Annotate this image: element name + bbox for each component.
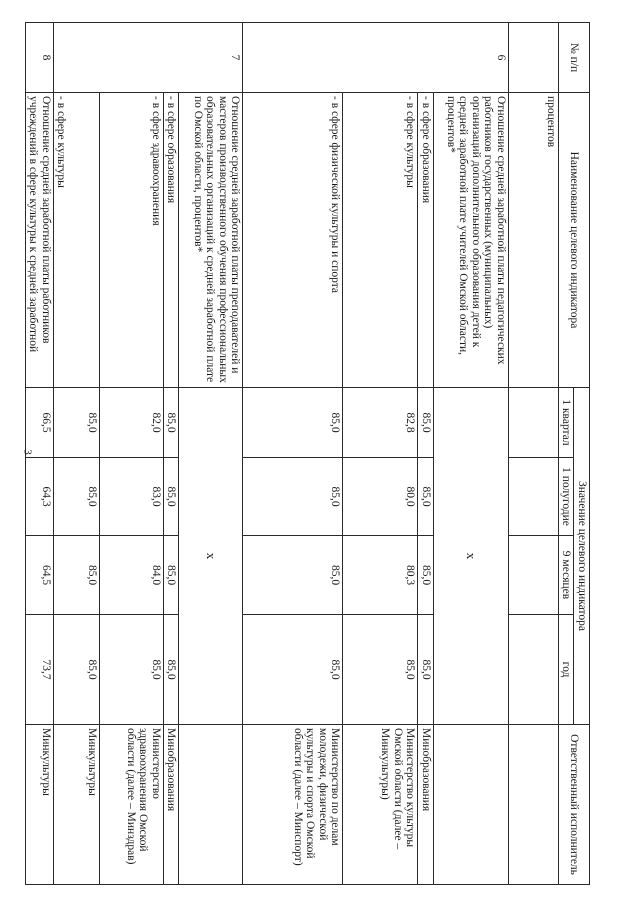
cell-h1: 80,0 [343,458,418,536]
cell-h1: 85,0 [164,458,180,536]
table-row [509,23,559,885]
table-row [26,23,54,885]
page-number: 3 [21,449,34,455]
col-header-responsible: Ответственный исполнитель [559,725,590,885]
cell-q1: 85,0 [54,388,100,458]
cell-no: 8 [26,23,54,93]
cell-no [509,23,559,93]
cell-q1: 82,0 [100,388,164,458]
table-row [179,23,243,885]
cell-name: процентов [509,93,559,388]
cell-9m: 80,3 [343,536,418,615]
cell-name: - в сфере образования [418,93,434,388]
col-header-h1: 1 полугодие [559,458,575,536]
cell-q1: 66,5 [26,388,54,458]
col-header-9m: 9 месяцев [559,536,575,615]
cell-responsible: Министерство здравоохранения Омской области (далее – Минздрав) [100,725,164,885]
cell-name: - в сфере физической культуры и спорта [243,93,343,388]
cell-9m: 85,0 [54,536,100,615]
cell-h1: 85,0 [243,458,343,536]
cell-name: - в сфере образования [164,93,180,388]
indicator-table [25,22,590,885]
cell-no: 7 [54,23,244,93]
cell-year: 73,7 [26,615,54,725]
table-row [418,23,434,885]
col-header-no: № п/п [559,23,590,93]
header-row [574,23,590,885]
cell-name: - в сфере культуры [54,93,100,388]
rotated-table-container [27,22,590,884]
col-header-value: Значение целевого индикатора [574,388,590,725]
cell-h1: 83,0 [100,458,164,536]
cell-responsible: Минобразования [164,725,180,885]
cell-9m: 85,0 [164,536,180,615]
cell-responsible: Минкультуры [54,725,100,885]
cell-year: 85,0 [100,615,164,725]
table-row [434,23,509,885]
table-row [243,23,343,885]
col-header-q1: 1 квартал [559,388,575,458]
cell-9m: 84,0 [100,536,164,615]
cell-responsible: Министерство культуры Омской области (далее – Минкультуры) [343,725,418,885]
cell-year: 85,0 [54,615,100,725]
col-header-name: Наименование целевого индикатора [559,93,590,388]
cell-name: - в сфере культуры [343,93,418,388]
cell-9m: 85,0 [418,536,434,615]
cell-responsible: Министерство по делам молодежи, физической культуры и спорта Омской области (далее – Минспорт) [243,725,343,885]
cell-name: Отношение средней заработной платы работников учреждений в сфере культуры к средней заработной [26,93,54,388]
table-row [54,23,100,885]
table-row [164,23,180,885]
table-row [100,23,164,885]
table-row [343,23,418,885]
cell-q1: 85,0 [164,388,180,458]
cell-name: - в сфере здравоохранения [100,93,164,388]
cell-q1: 82,8 [343,388,418,458]
cell-year: 85,0 [418,615,434,725]
cell-q1: 85,0 [243,388,343,458]
cell-q1: 85,0 [418,388,434,458]
cell-year: 85,0 [343,615,418,725]
cell-9m: 85,0 [243,536,343,615]
cell-9m: 64,5 [26,536,54,615]
cell-year: 85,0 [243,615,343,725]
col-header-year: год [559,615,575,725]
cell-not-applicable: x [179,388,243,725]
cell-responsible: Минкультуры [26,725,54,885]
cell-h1: 64,3 [26,458,54,536]
cell-h1: 85,0 [418,458,434,536]
cell-not-applicable: x [434,388,509,725]
cell-responsible: Минобразования [418,725,434,885]
cell-no: 6 [243,23,509,93]
cell-name: Отношение средней заработной платы педагогических работников государственных (муниципальных) организаций дополнительного образования детей к средней заработной плате учителей Омской области, процентов* [434,93,509,388]
cell-year: 85,0 [164,615,180,725]
cell-name: Отношение средней заработной платы преподавателей и мастеров производственного обучения профессиональных образовательных организаций к средней заработной плате по Омской области, процентов* [179,93,243,388]
cell-h1: 85,0 [54,458,100,536]
